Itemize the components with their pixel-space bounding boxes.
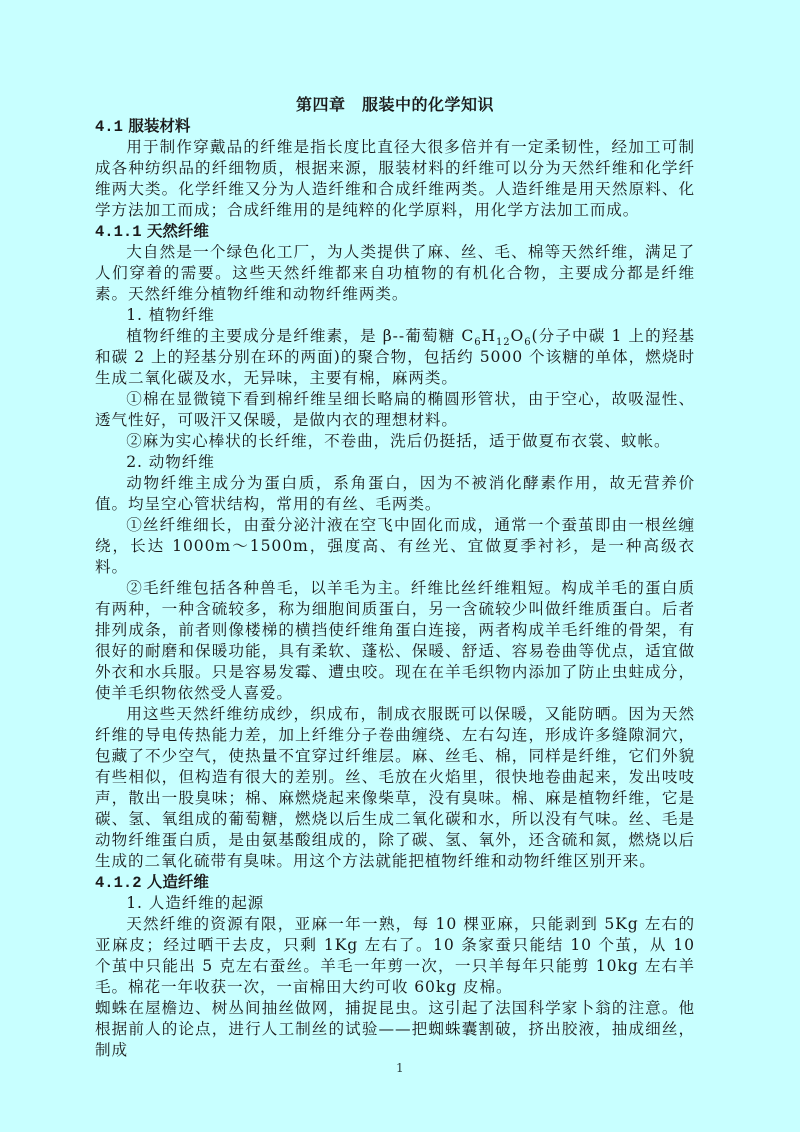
section-number: 4.1.2 xyxy=(95,874,142,892)
section-number: 4.1 xyxy=(95,118,123,136)
paragraph-cotton: ①棉在显微镜下看到棉纤维呈细长略扁的椭圆形管状，由于空心，故吸湿性、透气性好，可吸汗又保暖，是做内衣的理想材料。 xyxy=(95,390,695,429)
paragraph-plant-fiber xyxy=(95,326,695,389)
paragraph-wool: ②毛纤维包括各种兽毛，以羊毛为主。纤维比丝纤维粗短。构成羊毛的蛋白质有两种，一种含硫较多，称为细胞间质蛋白，另一含硫较少叫做纤维质蛋白。后者排列成条，前者则像楼梯的横挡使纤维角蛋白连接，两者构成羊毛纤维的骨架，有很好的耐磨和保暖功能，具有柔软、蓬松、保暖、舒适、容易卷曲等优点，适宜做外衣和水兵服。只是容易发霉、遭虫咬。现在在羊毛织物内添加了防止虫蛀成分，使羊毛织物依然受人喜爱。 xyxy=(95,579,695,702)
section-heading-4-1-2 xyxy=(95,872,695,893)
text-run: O xyxy=(510,327,525,345)
section-heading-4-1-1 xyxy=(95,221,695,242)
section-title: 人造纤维 xyxy=(146,873,209,891)
paragraph-resources: 天然纤维的资源有限，亚麻一年一熟，每 10 棵亚麻，只能剥到 5Kg 左右的亚麻皮；经过晒干去皮，只剩 1Kg 左右了。10 条家蚕只能结 10 个茧，从 10 个茧中只能出 5 克左右蚕丝。羊毛一年剪一次，一只羊每年只能剪 10kg 左右羊毛。棉花一年收获一次，一亩棉田大约可收 60kg 皮棉。 xyxy=(95,915,695,996)
subheading-origin: 1. 人造纤维的起源 xyxy=(126,894,265,912)
section-title: 服装材料 xyxy=(128,117,191,135)
section-title: 天然纤维 xyxy=(146,222,209,240)
subscript: 6 xyxy=(524,337,532,349)
subheading-animal-fiber: 2. 动物纤维 xyxy=(126,453,215,471)
text-run: (分子中碳 1 上的羟基和碳 2 上的羟基分别在环的两面)的聚合物，包括约 5000 个该糖的单体，燃烧时生成二氧化碳及水，无异味，主要有棉，麻两类。 xyxy=(95,327,696,387)
paragraph-hemp: ②麻为实心棒状的长纤维，不卷曲，洗后仍挺括，适于做夏布衣裳、蚊帐。 xyxy=(126,432,671,450)
chapter-title: 第四章 服装中的化学知识 xyxy=(295,95,494,114)
paragraph-silk: ①丝纤维细长，由蚕分泌汁液在空飞中固化而成，通常一个蚕茧即由一根丝缠绕，长达 1000m～1500m，强度高、有丝光、宜做夏季衬衫，是一种高级衣料。 xyxy=(95,516,695,576)
paragraph-natural-fiber-intro: 大自然是一个绿色化工厂，为人类提供了麻、丝、毛、棉等天然纤维，满足了人们穿着的需要。这些天然纤维都来自功植物的有机化合物，主要成分都是纤维素。天然纤维分植物纤维和动物纤维两类。 xyxy=(95,243,695,303)
document-page xyxy=(95,94,695,1061)
paragraph-clothing-materials: 用于制作穿戴品的纤维是指长度比直径大很多倍并有一定柔韧性，经加工可制成各种纺织品的纤细物质，根据来源，服装材料的纤维可以分为天然纤维和化学纤维两大类。化学纤维又分为人造纤维和合成纤维两类。人造纤维是用天然原料、化学方法加工而成；合成纤维用的是纯粹的化学原料，用化学方法加工而成。 xyxy=(95,138,695,219)
page-number: 1 xyxy=(396,1061,404,1075)
subheading-plant-fiber: 1. 植物纤维 xyxy=(126,306,215,324)
text-run: 植物纤维的主要成分是纤维素，是 β--葡萄糖 C xyxy=(126,327,475,345)
subscript: 12 xyxy=(495,337,511,349)
paragraph-animal-fiber: 动物纤维主成分为蛋白质，系角蛋白，因为不被消化酵素作用，故无营养价值。均呈空心管状结构，常用的有丝、毛两类。 xyxy=(95,474,695,513)
section-heading-4-1 xyxy=(95,116,695,137)
section-number: 4.1.1 xyxy=(95,223,142,241)
paragraph-natural-fiber-summary: 用这些天然纤维纺成纱，织成布，制成衣服既可以保暖，又能防晒。因为天然纤维的导电传热能力差，加上纤维分子卷曲缠绕、左右勾连，形成许多缝隙洞穴，包藏了不少空气，使热量不宜穿过纤维层。麻、丝毛、棉，同样是纤维，它们外貌有些相似，但构造有很大的差别。丝、毛放在火焰里，很快地卷曲起来，发出吱吱声，散出一股臭味；棉、麻燃烧起来像柴草，没有臭味。棉、麻是植物纤维，它是碳、氢、氧组成的葡萄糖，燃烧以后生成二氧化碳和水，所以没有气味。丝、毛是动物纤维蛋白质，是由氨基酸组成的，除了碳、氢、氧外，还含硫和氮，燃烧以后生成的二氧化硫带有臭味。用这个方法就能把植物纤维和动物纤维区别开来。 xyxy=(95,705,695,870)
text-run: H xyxy=(481,327,496,345)
paragraph-spider: 蜘蛛在屋檐边、树丛间抽丝做网，捕捉昆虫。这引起了法国科学家卜翁的注意。他根据前人的论点，进行人工制丝的试验——把蜘蛛囊割破，挤出胶液，抽成细丝，制成 xyxy=(95,999,695,1059)
subscript: 6 xyxy=(474,337,482,349)
